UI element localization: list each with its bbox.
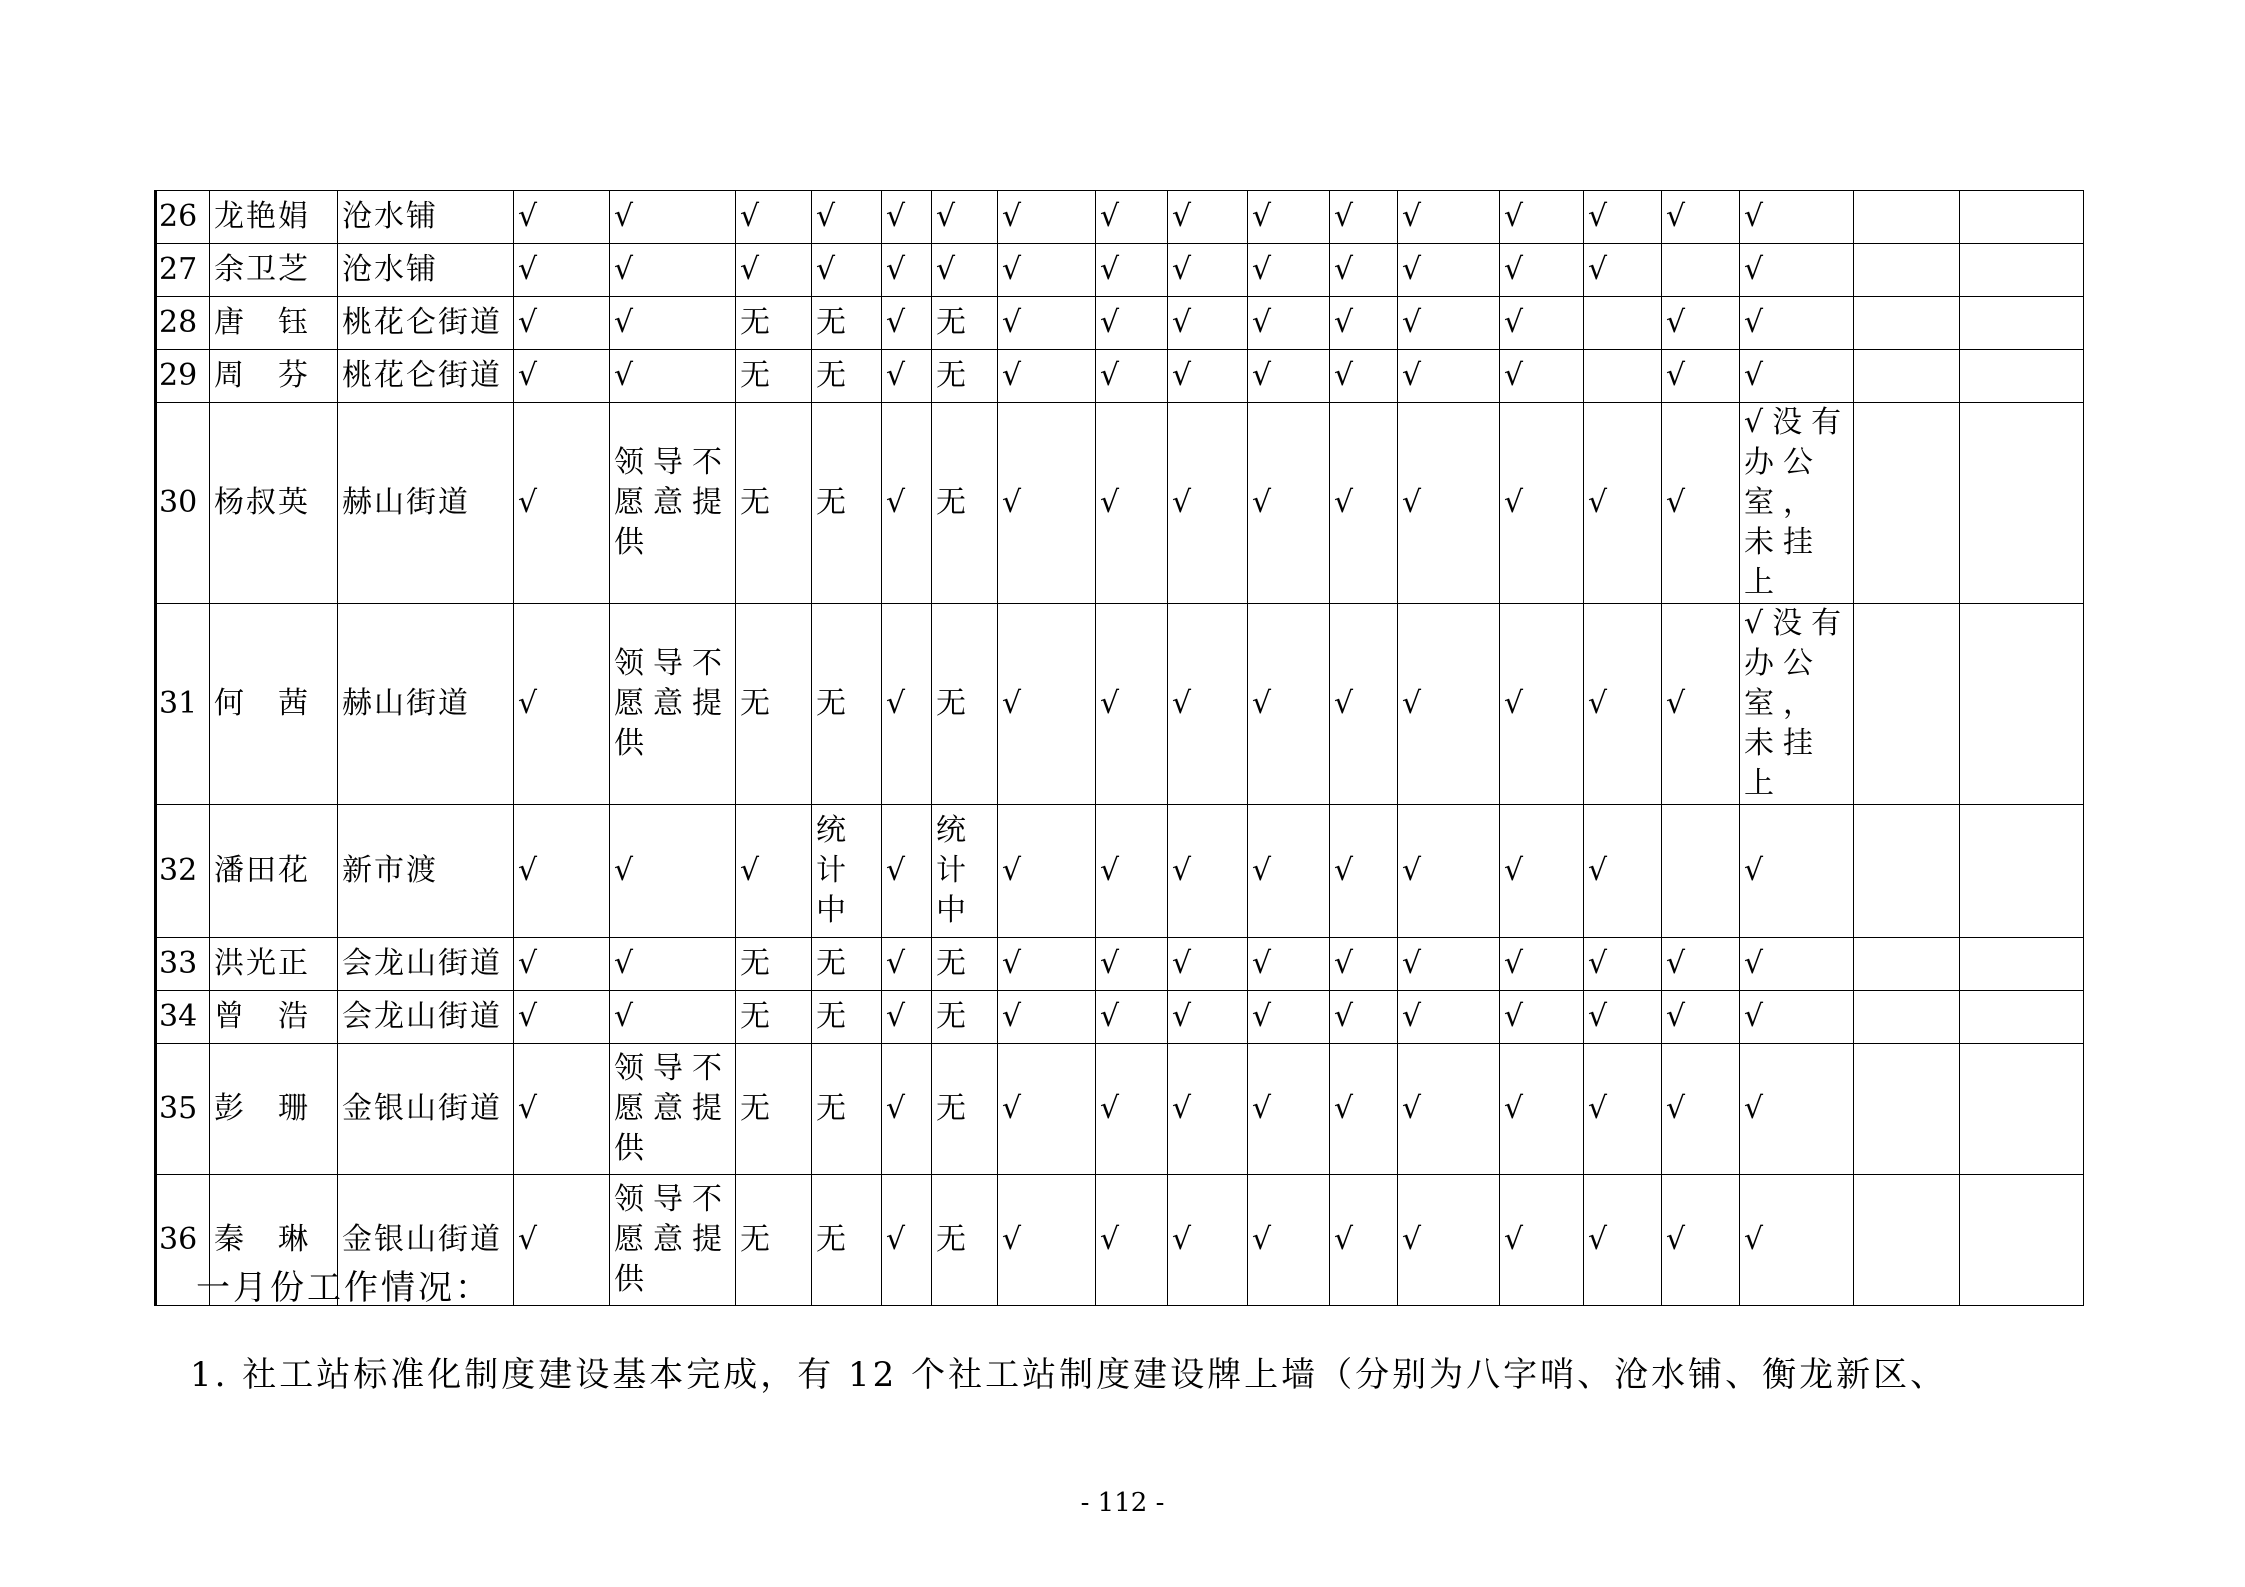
status-cell: √ bbox=[932, 191, 998, 244]
status-cell: √ bbox=[998, 191, 1096, 244]
status-cell: 无 bbox=[812, 991, 882, 1044]
status-cell: √ bbox=[1500, 1175, 1584, 1306]
status-cell: √ bbox=[1330, 350, 1398, 403]
status-cell: √ bbox=[1740, 191, 1854, 244]
status-cell: √ bbox=[514, 191, 610, 244]
status-cell: √ bbox=[1248, 297, 1330, 350]
page-number: - 112 - bbox=[1080, 1488, 1165, 1518]
status-cell: 统计中 bbox=[932, 805, 998, 938]
status-cell: √ bbox=[1096, 991, 1168, 1044]
status-cell: √ bbox=[1330, 403, 1398, 604]
status-cell: √ bbox=[1740, 350, 1854, 403]
status-cell: √ bbox=[1740, 938, 1854, 991]
status-cell: √ bbox=[514, 350, 610, 403]
status-cell: √ bbox=[882, 1175, 932, 1306]
status-cell: 无 bbox=[812, 1044, 882, 1175]
name-cell: 何 茜 bbox=[210, 604, 338, 805]
status-cell: √ bbox=[1740, 805, 1854, 938]
name-cell: 秦 琳 bbox=[210, 1175, 338, 1306]
status-cell: √ bbox=[1096, 805, 1168, 938]
status-cell: √ bbox=[1248, 1175, 1330, 1306]
status-cell: 无 bbox=[932, 403, 998, 604]
status-cell: 无 bbox=[736, 1175, 812, 1306]
location-cell: 金银山街道 bbox=[338, 1175, 514, 1306]
status-cell: 无 bbox=[812, 604, 882, 805]
status-cell: √ bbox=[1500, 403, 1584, 604]
status-cell: √ bbox=[998, 604, 1096, 805]
location-cell: 赫山街道 bbox=[338, 403, 514, 604]
status-cell: √ bbox=[1096, 350, 1168, 403]
status-cell: √ bbox=[1584, 805, 1662, 938]
status-cell: √ bbox=[610, 350, 736, 403]
row-number-cell: 29 bbox=[156, 350, 210, 403]
status-cell: √ bbox=[1168, 1175, 1248, 1306]
status-cell: √ bbox=[1398, 604, 1500, 805]
status-cell: √ bbox=[1168, 297, 1248, 350]
status-cell: √ bbox=[1584, 1044, 1662, 1175]
status-cell bbox=[1960, 805, 2084, 938]
status-cell: √ bbox=[514, 991, 610, 1044]
status-cell: √ bbox=[998, 244, 1096, 297]
status-cell bbox=[1960, 403, 2084, 604]
status-cell: √ bbox=[1584, 191, 1662, 244]
status-cell: √ bbox=[1168, 604, 1248, 805]
status-cell: √ bbox=[998, 1044, 1096, 1175]
status-cell: 领导不愿意提供 bbox=[610, 1175, 736, 1306]
status-cell: √ bbox=[1248, 1044, 1330, 1175]
status-cell: √ bbox=[812, 191, 882, 244]
status-cell: √ bbox=[1096, 403, 1168, 604]
status-cell: 无 bbox=[812, 403, 882, 604]
name-cell: 潘田花 bbox=[210, 805, 338, 938]
status-cell: √ bbox=[1584, 244, 1662, 297]
status-cell bbox=[1960, 244, 2084, 297]
status-cell bbox=[1960, 604, 2084, 805]
status-cell: √ bbox=[998, 350, 1096, 403]
status-cell: √ bbox=[1662, 350, 1740, 403]
status-cell: √ bbox=[882, 297, 932, 350]
status-cell: √ bbox=[736, 805, 812, 938]
status-cell bbox=[1960, 1044, 2084, 1175]
status-cell: √ bbox=[882, 991, 932, 1044]
status-cell: √ bbox=[1398, 350, 1500, 403]
name-cell: 唐 钰 bbox=[210, 297, 338, 350]
status-cell: √ bbox=[1584, 938, 1662, 991]
status-cell: √ bbox=[1096, 1044, 1168, 1175]
status-cell: √ bbox=[1330, 244, 1398, 297]
status-cell bbox=[1854, 297, 1960, 350]
status-cell: 无 bbox=[932, 1175, 998, 1306]
status-cell: 无 bbox=[932, 297, 998, 350]
status-cell bbox=[1854, 805, 1960, 938]
status-cell: √ bbox=[1584, 991, 1662, 1044]
status-cell: √ bbox=[1330, 191, 1398, 244]
status-cell: √ bbox=[610, 805, 736, 938]
status-cell: √ bbox=[1398, 403, 1500, 604]
status-cell: √ bbox=[1330, 805, 1398, 938]
row-number-cell: 31 bbox=[156, 604, 210, 805]
status-cell bbox=[1854, 1044, 1960, 1175]
table-row bbox=[156, 244, 2084, 297]
status-cell bbox=[1854, 403, 1960, 604]
status-cell: √ bbox=[1248, 991, 1330, 1044]
status-cell: √ bbox=[1168, 938, 1248, 991]
table-row bbox=[156, 403, 2084, 604]
status-cell: √ bbox=[998, 805, 1096, 938]
status-cell: √ bbox=[1096, 191, 1168, 244]
status-cell bbox=[1854, 991, 1960, 1044]
status-cell: √ bbox=[736, 244, 812, 297]
status-cell: √ bbox=[514, 297, 610, 350]
status-cell: 无 bbox=[736, 297, 812, 350]
status-cell: √ bbox=[1168, 191, 1248, 244]
status-cell: √ bbox=[610, 297, 736, 350]
status-cell: √ bbox=[882, 805, 932, 938]
row-number-cell: 28 bbox=[156, 297, 210, 350]
status-cell: 无 bbox=[932, 1044, 998, 1175]
status-cell: √ bbox=[1096, 297, 1168, 350]
status-cell bbox=[1854, 191, 1960, 244]
status-cell bbox=[1960, 991, 2084, 1044]
status-cell: 无 bbox=[736, 991, 812, 1044]
status-cell bbox=[1584, 350, 1662, 403]
status-cell: √ bbox=[514, 403, 610, 604]
location-cell: 赫山街道 bbox=[338, 604, 514, 805]
status-cell: 无 bbox=[736, 604, 812, 805]
status-cell: √ bbox=[610, 938, 736, 991]
status-cell: √ bbox=[1248, 244, 1330, 297]
row-number-cell: 32 bbox=[156, 805, 210, 938]
name-cell: 曾 浩 bbox=[210, 991, 338, 1044]
row-number-cell: 33 bbox=[156, 938, 210, 991]
status-cell: √ bbox=[998, 991, 1096, 1044]
status-cell: √ bbox=[514, 1044, 610, 1175]
table-row bbox=[156, 991, 2084, 1044]
status-cell: √ bbox=[882, 350, 932, 403]
status-cell: √ bbox=[998, 938, 1096, 991]
status-cell: √ bbox=[1740, 1044, 1854, 1175]
status-cell: 无 bbox=[812, 297, 882, 350]
status-cell: √ bbox=[1398, 244, 1500, 297]
status-cell: √ bbox=[1662, 1175, 1740, 1306]
table-row bbox=[156, 604, 2084, 805]
status-cell: √ bbox=[1248, 604, 1330, 805]
status-cell bbox=[1854, 1175, 1960, 1306]
status-cell: √ bbox=[1662, 191, 1740, 244]
status-cell: √ bbox=[882, 403, 932, 604]
status-cell: √ bbox=[514, 938, 610, 991]
status-cell bbox=[1662, 805, 1740, 938]
status-cell: √没有办公室，未挂上 bbox=[1740, 403, 1854, 604]
status-cell: √ bbox=[1398, 1175, 1500, 1306]
status-cell: √ bbox=[1096, 604, 1168, 805]
row-number-cell: 27 bbox=[156, 244, 210, 297]
status-cell: √ bbox=[1168, 1044, 1248, 1175]
status-cell: √ bbox=[514, 604, 610, 805]
table-row bbox=[156, 297, 2084, 350]
table-row bbox=[156, 938, 2084, 991]
location-cell: 桃花仑街道 bbox=[338, 350, 514, 403]
table-row bbox=[156, 191, 2084, 244]
status-cell: √ bbox=[1168, 244, 1248, 297]
status-cell: √ bbox=[610, 244, 736, 297]
table-row bbox=[156, 350, 2084, 403]
row-number-cell: 30 bbox=[156, 403, 210, 604]
status-cell: √ bbox=[1500, 244, 1584, 297]
status-cell: 无 bbox=[932, 938, 998, 991]
status-cell: √ bbox=[1168, 403, 1248, 604]
status-cell: √ bbox=[1662, 991, 1740, 1044]
status-cell: 统计中 bbox=[812, 805, 882, 938]
status-cell: √ bbox=[998, 1175, 1096, 1306]
status-cell: √ bbox=[1584, 604, 1662, 805]
status-cell: √ bbox=[882, 938, 932, 991]
status-cell bbox=[1584, 297, 1662, 350]
status-cell: 无 bbox=[812, 1175, 882, 1306]
status-cell: 无 bbox=[736, 350, 812, 403]
status-cell: √ bbox=[1740, 1175, 1854, 1306]
status-cell: √ bbox=[1740, 297, 1854, 350]
status-cell: √ bbox=[1168, 805, 1248, 938]
status-cell: √ bbox=[1096, 244, 1168, 297]
row-number-cell: 26 bbox=[156, 191, 210, 244]
status-cell: √ bbox=[1662, 938, 1740, 991]
name-cell: 周 芬 bbox=[210, 350, 338, 403]
status-cell: 领导不愿意提供 bbox=[610, 1044, 736, 1175]
status-cell: √ bbox=[1168, 991, 1248, 1044]
location-cell: 沧水铺 bbox=[338, 244, 514, 297]
status-cell: √ bbox=[882, 244, 932, 297]
status-cell: √ bbox=[1398, 1044, 1500, 1175]
status-cell: √ bbox=[1500, 350, 1584, 403]
status-cell: √ bbox=[610, 191, 736, 244]
status-cell bbox=[1960, 1175, 2084, 1306]
location-cell: 沧水铺 bbox=[338, 191, 514, 244]
status-cell bbox=[1662, 244, 1740, 297]
status-cell: √ bbox=[1168, 350, 1248, 403]
status-cell: √ bbox=[1662, 604, 1740, 805]
status-cell: √ bbox=[932, 244, 998, 297]
status-cell: √ bbox=[1584, 1175, 1662, 1306]
status-cell: √ bbox=[1330, 938, 1398, 991]
status-cell: √ bbox=[514, 1175, 610, 1306]
name-cell: 洪光正 bbox=[210, 938, 338, 991]
status-cell: √ bbox=[1248, 191, 1330, 244]
status-cell: √ bbox=[1330, 604, 1398, 805]
status-cell: √ bbox=[998, 297, 1096, 350]
status-cell bbox=[1960, 191, 2084, 244]
status-cell: √ bbox=[998, 403, 1096, 604]
row-number-cell: 36 bbox=[156, 1175, 210, 1306]
status-cell: √ bbox=[1662, 297, 1740, 350]
status-cell: √ bbox=[1500, 297, 1584, 350]
status-cell: √ bbox=[812, 244, 882, 297]
status-cell: √ bbox=[1500, 991, 1584, 1044]
status-cell bbox=[1854, 938, 1960, 991]
name-cell: 杨叔英 bbox=[210, 403, 338, 604]
name-cell: 彭 珊 bbox=[210, 1044, 338, 1175]
status-cell: √ bbox=[1662, 403, 1740, 604]
status-cell: √ bbox=[1740, 244, 1854, 297]
location-cell: 金银山街道 bbox=[338, 1044, 514, 1175]
status-cell: 领导不愿意提供 bbox=[610, 403, 736, 604]
status-cell: √ bbox=[1398, 297, 1500, 350]
status-cell: 无 bbox=[736, 403, 812, 604]
table-row bbox=[156, 1044, 2084, 1175]
work-status-table bbox=[154, 190, 2084, 1306]
status-cell: √ bbox=[736, 191, 812, 244]
status-cell: √ bbox=[1330, 1044, 1398, 1175]
location-cell: 桃花仑街道 bbox=[338, 297, 514, 350]
status-cell: 无 bbox=[812, 938, 882, 991]
status-cell: √ bbox=[1398, 805, 1500, 938]
status-cell: √ bbox=[1398, 938, 1500, 991]
status-cell: √ bbox=[882, 604, 932, 805]
status-cell: √ bbox=[514, 244, 610, 297]
status-cell: √ bbox=[1096, 938, 1168, 991]
row-number-cell: 34 bbox=[156, 991, 210, 1044]
status-cell: √ bbox=[1248, 938, 1330, 991]
location-cell: 新市渡 bbox=[338, 805, 514, 938]
status-cell bbox=[1960, 297, 2084, 350]
name-cell: 余卫芝 bbox=[210, 244, 338, 297]
status-cell: √没有办公室，未挂上 bbox=[1740, 604, 1854, 805]
status-cell: √ bbox=[1740, 991, 1854, 1044]
status-cell: √ bbox=[1330, 991, 1398, 1044]
paragraph-1: 1. 社工站标准化制度建设基本完成，有 12 个社工站制度建设牌上墙（分别为八字哨、沧水铺、衡龙新区、 bbox=[190, 1355, 1948, 1395]
status-cell: √ bbox=[1248, 805, 1330, 938]
location-cell: 会龙山街道 bbox=[338, 938, 514, 991]
status-cell: 无 bbox=[932, 991, 998, 1044]
status-cell bbox=[1854, 244, 1960, 297]
status-cell: √ bbox=[1500, 805, 1584, 938]
status-cell: √ bbox=[1500, 191, 1584, 244]
status-cell: 无 bbox=[932, 604, 998, 805]
status-cell: √ bbox=[882, 191, 932, 244]
status-cell: √ bbox=[1248, 350, 1330, 403]
status-cell bbox=[1960, 350, 2084, 403]
status-cell: √ bbox=[1096, 1175, 1168, 1306]
status-cell: √ bbox=[1398, 191, 1500, 244]
status-cell: √ bbox=[1330, 297, 1398, 350]
status-cell bbox=[1854, 604, 1960, 805]
status-cell: √ bbox=[1330, 1175, 1398, 1306]
name-cell: 龙艳娟 bbox=[210, 191, 338, 244]
status-cell: √ bbox=[1398, 991, 1500, 1044]
status-cell: 无 bbox=[932, 350, 998, 403]
status-cell: √ bbox=[1500, 938, 1584, 991]
status-cell: √ bbox=[514, 805, 610, 938]
status-cell: √ bbox=[1500, 604, 1584, 805]
status-cell: √ bbox=[1500, 1044, 1584, 1175]
table-row bbox=[156, 805, 2084, 938]
section-heading: 一月份工作情况： bbox=[196, 1268, 492, 1308]
row-number-cell: 35 bbox=[156, 1044, 210, 1175]
status-cell: √ bbox=[1248, 403, 1330, 604]
status-cell: √ bbox=[1584, 403, 1662, 604]
location-cell: 会龙山街道 bbox=[338, 991, 514, 1044]
status-cell: √ bbox=[610, 991, 736, 1044]
status-cell: 领导不愿意提供 bbox=[610, 604, 736, 805]
status-cell: 无 bbox=[736, 938, 812, 991]
status-cell: 无 bbox=[812, 350, 882, 403]
status-cell bbox=[1854, 350, 1960, 403]
status-cell bbox=[1960, 938, 2084, 991]
status-cell: √ bbox=[882, 1044, 932, 1175]
status-cell: √ bbox=[1662, 1044, 1740, 1175]
status-cell: 无 bbox=[736, 1044, 812, 1175]
